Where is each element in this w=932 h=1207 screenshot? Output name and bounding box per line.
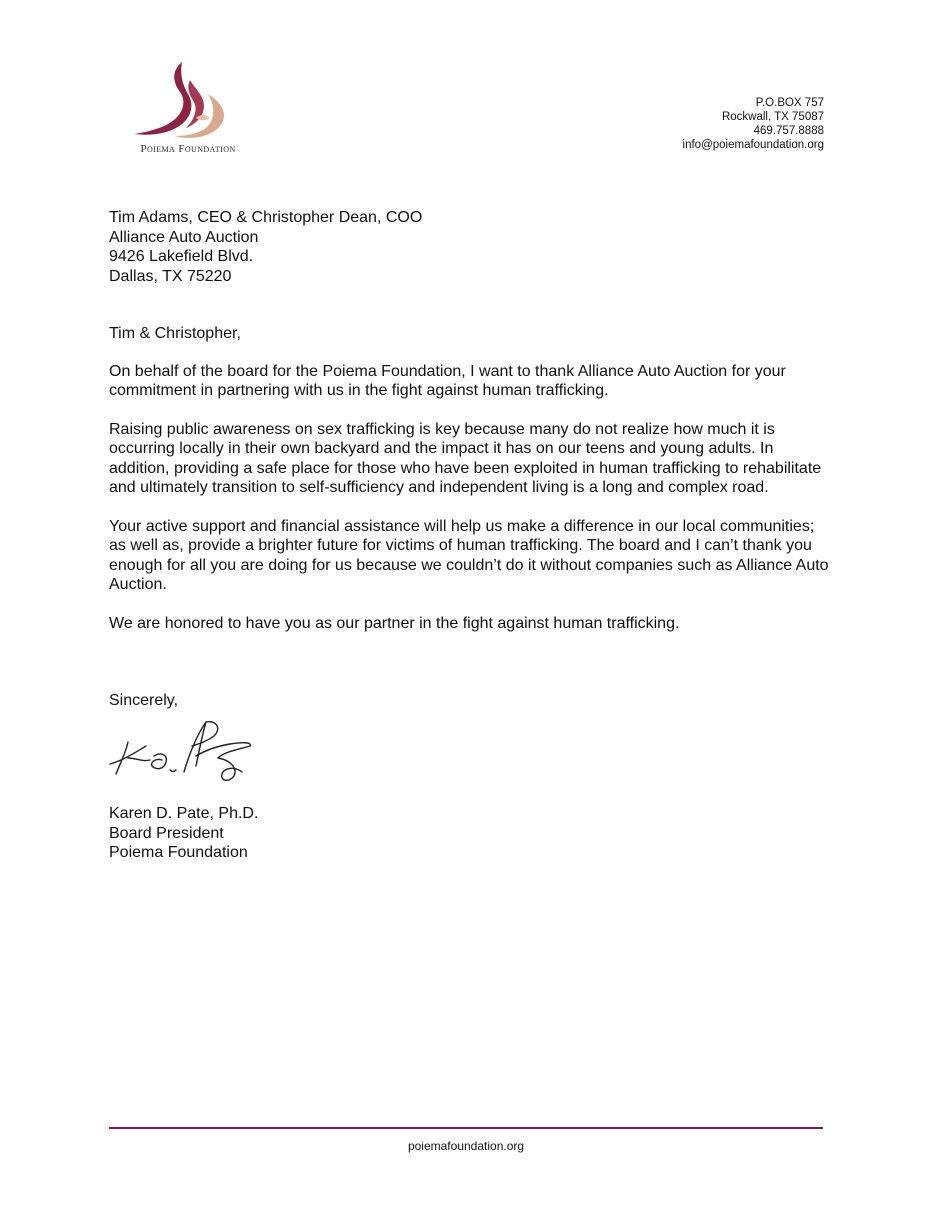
recipient-names: Tim Adams, CEO & Christopher Dean, COO [109, 209, 423, 226]
paragraph-awareness: Raising public awareness on sex trafficking is key because many do not realize how much it is occurring locally in their own backyard and the impact it has on our teens and young adults. In addition, providing a safe place for those who have been exploited in human trafficking to rehabilitate and ultimately transition to self-sufficiency and independent living is a long and complex road. [109, 420, 822, 496]
sender-address [683, 96, 824, 152]
footer-divider [109, 1127, 823, 1129]
poiema-flame-logo-icon [130, 58, 240, 142]
signer-name: Karen D. Pate, Ph.D. [109, 805, 259, 822]
sender-phone: 469.757.8888 [753, 125, 824, 137]
sender-city-state-zip: Rockwall, TX 75087 [721, 111, 824, 123]
signer-title: Board President [109, 824, 224, 842]
sender-email: info@poiemafoundation.org [682, 139, 824, 151]
signer-organization: Poiema Foundation [109, 844, 248, 861]
recipient-address [109, 208, 422, 286]
recipient-street: 9426 Lakefield Blvd. [109, 248, 254, 265]
paragraph-support: Your active support and financial assistance will help us make a difference in our local communities; as well as, provide a brighter future for victims of human trafficking. The board and I can’t thank you enough for all you are doing for us because we couldn’t do it without companies such as Alliance Auto Auction. [109, 517, 829, 593]
paragraph-thanks: On behalf of the board for the Poiema Foundation, I want to thank Alliance Auto Auction for your commitment in partnering with us in the fight against human trafficking. [109, 362, 786, 399]
recipient-city-state-zip: Dallas, TX 75220 [109, 267, 232, 285]
sender-po-box: P.O.BOX 757 [755, 97, 824, 109]
paragraph-honored: We are honored to have you as our partner in the fight against human trafficking. [109, 614, 680, 632]
handwritten-signature [106, 712, 256, 784]
footer-url: poiemafoundation.org [407, 1139, 525, 1153]
letter-body [109, 324, 829, 652]
closing: Sincerely, [109, 692, 179, 709]
logo-wordmark: Poiema Foundation [140, 143, 236, 155]
salutation: Tim & Christopher, [109, 325, 241, 342]
poiema-logo [118, 58, 258, 162]
signer-block [109, 804, 258, 863]
recipient-company: Alliance Auto Auction [109, 228, 259, 246]
